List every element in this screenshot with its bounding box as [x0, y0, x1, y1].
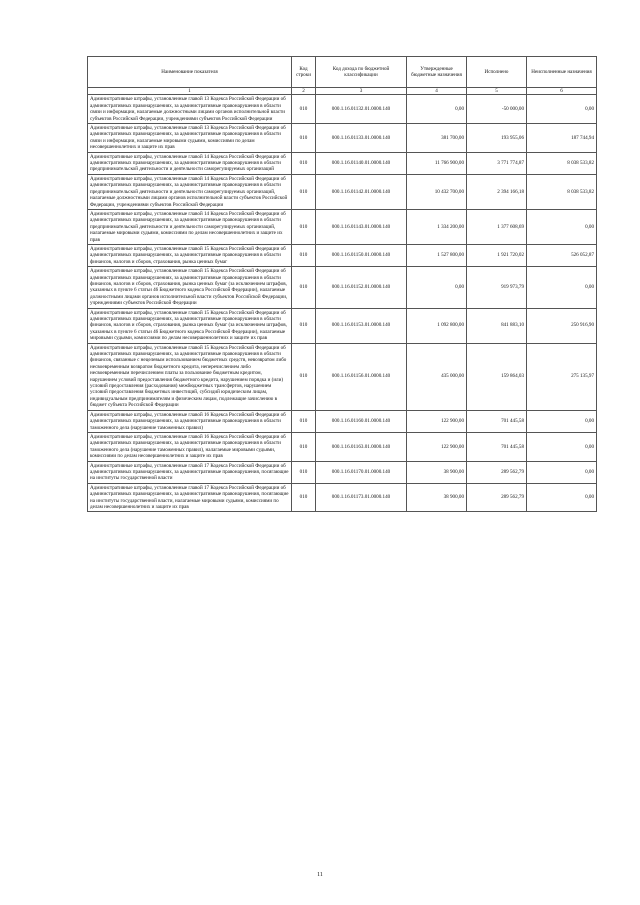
row-unexecuted: 250 916,90	[527, 308, 597, 343]
income-table	[87, 56, 597, 512]
row-code: 000.1.16.01160.01.0000.140	[316, 410, 407, 432]
row-executed: 1 921 720,02	[467, 244, 527, 266]
row-name: Административные штрафы, установленные главой 15 Кодекса Российской Федерации об административных правонарушениях, за административные правонарушения в области финансов, налогов и сборов, страхования, рынка ценных бумаг	[88, 244, 292, 266]
header-row	[88, 57, 597, 88]
row-approved: 38 900,00	[407, 483, 467, 512]
table-row	[88, 483, 597, 512]
row-line: 010	[292, 461, 316, 483]
row-code: 000.1.16.01140.01.0000.140	[316, 152, 407, 174]
row-executed: 701 445,58	[467, 410, 527, 432]
row-unexecuted: 0,00	[527, 95, 597, 124]
row-approved: 1 092 800,00	[407, 308, 467, 343]
row-executed: 701 445,58	[467, 432, 527, 461]
table-row	[88, 267, 597, 308]
row-code: 000.1.16.01153.01.0000.140	[316, 308, 407, 343]
header-line-code: Код строки	[292, 57, 316, 88]
page-number: 11	[317, 872, 323, 878]
row-unexecuted: 275 135,97	[527, 343, 597, 410]
row-name: Административные штрафы, установленные главой 17 Кодекса Российской Федерации об административных правонарушениях, за административные правонарушения, посягающие на институты государственной власти	[88, 461, 292, 483]
table-row	[88, 461, 597, 483]
row-unexecuted: 8 038 533,82	[527, 174, 597, 209]
row-approved: 381 700,00	[407, 124, 467, 153]
row-executed: 2 394 166,18	[467, 174, 527, 209]
row-code: 000.1.16.01150.01.0000.140	[316, 244, 407, 266]
row-name: Административные штрафы, установленные главой 14 Кодекса Российской Федерации об административных правонарушениях, за административные правонарушения в области предпринимательской деятельности и деятельности саморегулируемых организаций	[88, 152, 292, 174]
col-num: 3	[316, 88, 407, 95]
table-row	[88, 244, 597, 266]
row-executed: 289 562,79	[467, 483, 527, 512]
table-row	[88, 124, 597, 153]
row-unexecuted: 8 038 533,82	[527, 152, 597, 174]
table-row	[88, 152, 597, 174]
col-num: 4	[407, 88, 467, 95]
col-num: 6	[527, 88, 597, 95]
row-line: 010	[292, 152, 316, 174]
row-line: 010	[292, 267, 316, 308]
row-executed: 841 883,10	[467, 308, 527, 343]
row-executed: 289 562,79	[467, 461, 527, 483]
row-approved: 1 334 200,00	[407, 209, 467, 244]
row-code: 000.1.16.01173.01.0000.140	[316, 483, 407, 512]
row-unexecuted: 0,00	[527, 267, 597, 308]
row-line: 010	[292, 308, 316, 343]
row-executed: 1 377 608,69	[467, 209, 527, 244]
row-name: Административные штрафы, установленные главой 13 Кодекса Российской Федерации об административных правонарушениях, за административные правонарушения в области связи и информации, налагаемые должностными лицами органов исполнительной власти субъектов Российской Федерации, учреждениями субъектов Российской Федерации	[88, 95, 292, 124]
row-approved: 122 900,00	[407, 410, 467, 432]
row-name: Административные штрафы, установленные главой 15 Кодекса Российской Федерации об административных правонарушениях, за административные правонарушения в области финансов, налогов и сборов, страхования, рынка ценных бумаг (за исключением штрафов, указанных в пункте 6 статьи 46 Бюджетного кодекса Российской Федерации), налагаемые мировыми судьями, комиссиями по делам несовершеннолетних и защите их прав	[88, 308, 292, 343]
row-unexecuted: 187 744,94	[527, 124, 597, 153]
row-line: 010	[292, 432, 316, 461]
row-name: Административные штрафы, установленные главой 14 Кодекса Российской Федерации об административных правонарушениях, за административные правонарушения в области предпринимательской деятельности и деятельности саморегулируемых организаций, налагаемые должностными лицами органов исполнительной власти субъектов Российской Федерации, учреждениями субъектов Российской Федерации	[88, 174, 292, 209]
table-row	[88, 410, 597, 432]
row-executed: 193 955,06	[467, 124, 527, 153]
table-row	[88, 174, 597, 209]
row-code: 000.1.16.01156.01.0000.140	[316, 343, 407, 410]
column-number-row	[88, 88, 597, 95]
row-line: 010	[292, 343, 316, 410]
row-name: Административные штрафы, установленные главой 16 Кодекса Российской Федерации об административных правонарушениях, за административные правонарушения в области таможенного дела (нарушение таможенных правил)	[88, 410, 292, 432]
header-name: Наименование показателя	[88, 57, 292, 88]
row-code: 000.1.16.01143.01.0000.140	[316, 209, 407, 244]
row-unexecuted: 0,00	[527, 410, 597, 432]
row-code: 000.1.16.01163.01.0000.140	[316, 432, 407, 461]
row-approved: 0,00	[407, 267, 467, 308]
row-unexecuted: 0,00	[527, 483, 597, 512]
row-unexecuted: 0,00	[527, 209, 597, 244]
row-name: Административные штрафы, установленные главой 14 Кодекса Российской Федерации об административных правонарушениях, за административные правонарушения в области предпринимательской деятельности и деятельности саморегулируемых организаций, налагаемые мировыми судьями, комиссиями по делам несовершеннолетних и защите их прав	[88, 209, 292, 244]
row-line: 010	[292, 95, 316, 124]
table-row	[88, 308, 597, 343]
row-approved: 435 000,00	[407, 343, 467, 410]
row-approved: 122 900,00	[407, 432, 467, 461]
row-unexecuted: 0,00	[527, 432, 597, 461]
row-approved: 11 766 900,00	[407, 152, 467, 174]
row-line: 010	[292, 244, 316, 266]
col-num: 1	[88, 88, 292, 95]
row-approved: 38 900,00	[407, 461, 467, 483]
header-approved: Утвержденные бюджетные назначения	[407, 57, 467, 88]
row-name: Административные штрафы, установленные главой 16 Кодекса Российской Федерации об административных правонарушениях, за административные правонарушения в области таможенного дела (нарушение таможенных правил), налагаемые мировыми судьями, комиссиями по делам несовершеннолетних и защите их прав	[88, 432, 292, 461]
row-line: 010	[292, 209, 316, 244]
row-name: Административные штрафы, установленные главой 15 Кодекса Российской Федерации об административных правонарушениях, за административные правонарушения в области финансов, связанные с нецелевым использованием бюджетных средств, невозвратом либо несвоевременным возвратом бюджетного кредита, неперечислением либо несвоевременным перечислением платы за пользование бюджетным кредитом, нарушением условий предоставления бюджетного кредита, нарушением порядка и (или) условий предоставления (расходования) межбюджетных трансфертов, нарушением условий предоставления бюджетных инвестиций, субсидий юридическим лицам, индивидуальным предпринимателям и физическим лицам, подлежащие зачислению в бюджет субъекта Российской Федерации	[88, 343, 292, 410]
row-line: 010	[292, 483, 316, 512]
table-row	[88, 209, 597, 244]
row-executed: -50 000,00	[467, 95, 527, 124]
row-line: 010	[292, 174, 316, 209]
row-code: 000.1.16.01142.01.0000.140	[316, 174, 407, 209]
row-line: 010	[292, 124, 316, 153]
row-line: 010	[292, 410, 316, 432]
header-income-code: Код дохода по бюджетной классификации	[316, 57, 407, 88]
header-unexecuted: Неисполненные назначения	[527, 57, 597, 88]
col-num: 5	[467, 88, 527, 95]
row-executed: 919 973,79	[467, 267, 527, 308]
row-unexecuted: 0,00	[527, 461, 597, 483]
row-executed: 159 864,03	[467, 343, 527, 410]
header-executed: Исполнено	[467, 57, 527, 88]
row-approved: 1 527 800,00	[407, 244, 467, 266]
row-code: 000.1.16.01170.01.0000.140	[316, 461, 407, 483]
row-name: Административные штрафы, установленные главой 17 Кодекса Российской Федерации об административных правонарушениях, за административные правонарушения, посягающие на институты государственной власти, налагаемые мировыми судьями, комиссиями по делам несовершеннолетних и защите их прав	[88, 483, 292, 512]
row-name: Административные штрафы, установленные главой 15 Кодекса Российской Федерации об административных правонарушениях, за административные правонарушения в области финансов, налогов и сборов, страхования, рынка ценных бумаг (за исключением штрафов, указанных в пункте 6 статьи 46 Бюджетного кодекса Российской Федерации), налагаемые должностными лицами органов исполнительной власти субъектов Российской Федерации, учреждениями субъектов Российской Федерации	[88, 267, 292, 308]
row-approved: 0,00	[407, 95, 467, 124]
row-code: 000.1.16.01152.01.0000.140	[316, 267, 407, 308]
row-approved: 10 432 700,00	[407, 174, 467, 209]
table-row	[88, 432, 597, 461]
row-unexecuted: 526 052,87	[527, 244, 597, 266]
row-code: 000.1.16.01133.01.0000.140	[316, 124, 407, 153]
row-executed: 3 771 774,87	[467, 152, 527, 174]
table-row	[88, 343, 597, 410]
col-num: 2	[292, 88, 316, 95]
table-row	[88, 95, 597, 124]
row-code: 000.1.16.01132.01.0000.140	[316, 95, 407, 124]
row-name: Административные штрафы, установленные главой 13 Кодекса Российской Федерации об административных правонарушениях, за административные правонарушения в области связи и информации, налагаемые мировыми судьями, комиссиями по делам несовершеннолетних и защите их прав	[88, 124, 292, 153]
